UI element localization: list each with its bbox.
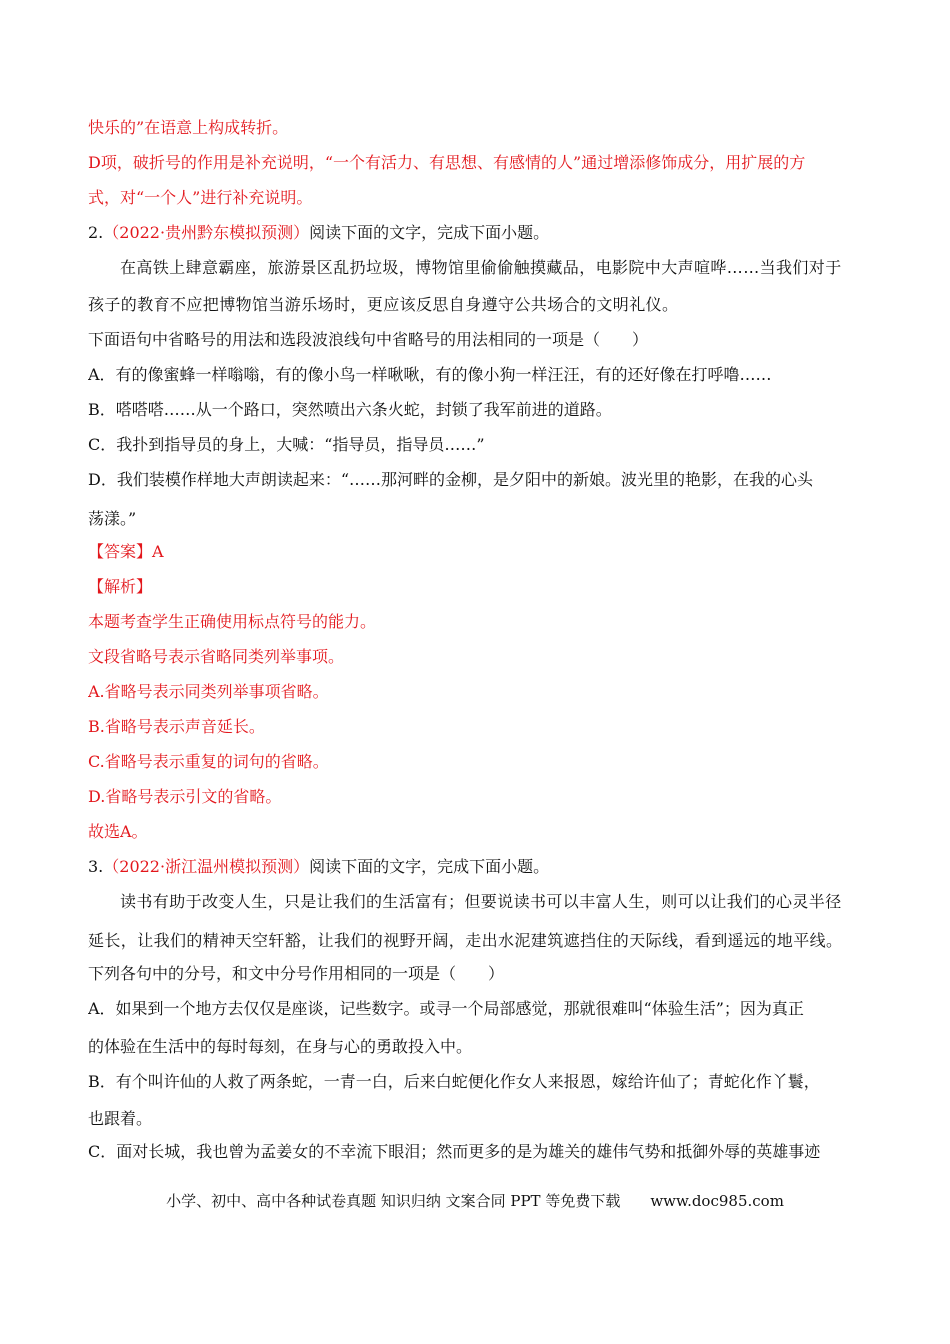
question-number: 2. <box>88 223 104 242</box>
explanation-line: D项，破折号的作用是补充说明，“一个有活力、有思想、有感情的人”通过增添修饰成分，用扩展的方 <box>88 153 806 172</box>
analysis-label: 【解析】 <box>88 577 153 596</box>
question-stem: 下列各句中的分号，和文中分号作用相同的一项是（ ） <box>88 964 505 983</box>
answer-label: 【答案】A <box>88 542 164 561</box>
option-b-continued: 也跟着。 <box>88 1109 153 1128</box>
question-number: 3. <box>88 857 104 876</box>
question-2-header <box>88 222 863 244</box>
option-d: D．我们装模作样地大声朗读起来：“……那河畔的金柳，是夕阳中的新娘。波光里的艳影，在我的心头 <box>88 470 814 489</box>
option-a: A．有的像蜜蜂一样嗡嗡，有的像小鸟一样啾啾，有的像小狗一样汪汪，有的还好像在打呼噜…… <box>88 365 772 384</box>
passage-line: 延长，让我们的精神天空轩豁，让我们的视野开阔，走出水泥建筑遮挡住的天际线，看到遥远的地平线。 <box>88 931 843 950</box>
question-stem: 下面语句中省略号的用法和选段波浪线句中省略号的用法相同的一项是（ ） <box>88 330 649 349</box>
explanation-line: A.省略号表示同类列举事项省略。 <box>88 682 329 701</box>
footer-text: 小学、初中、高中各种试卷真题 知识归纳 文案合同 PPT 等免费下载 <box>166 1192 621 1210</box>
passage-line: 孩子的教育不应把博物馆当游乐场时，更应该反思自身遵守公共场合的文明礼仪。 <box>88 295 679 314</box>
explanation-line: 式，对“一个人”进行补充说明。 <box>88 188 313 207</box>
option-c: C．我扑到指导员的身上，大喊：“指导员，指导员……” <box>88 435 485 454</box>
question-prompt: 阅读下面的文字，完成下面小题。 <box>309 223 550 242</box>
passage-line: 读书有助于改变人生，只是让我们的生活富有；但要说读书可以丰富人生，则可以让我们的心灵半径 <box>120 892 842 911</box>
question-source: （2022·浙江温州模拟预测） <box>103 857 310 876</box>
footer-link[interactable]: www.doc985.com <box>650 1192 784 1210</box>
option-c: C．面对长城，我也曾为孟姜女的不幸流下眼泪；然而更多的是为雄关的雄伟气势和抵御外辱的英雄事迹 <box>88 1142 821 1161</box>
explanation-line: B.省略号表示声音延长。 <box>88 717 265 736</box>
explanation-line: 快乐的”在语意上构成转折。 <box>88 118 289 137</box>
explanation-line: 本题考查学生正确使用标点符号的能力。 <box>88 612 377 631</box>
question-3-header <box>88 856 863 878</box>
option-b: B．嗒嗒嗒……从一个路口，突然喷出六条火蛇，封锁了我军前进的道路。 <box>88 400 612 419</box>
question-prompt: 阅读下面的文字，完成下面小题。 <box>309 857 550 876</box>
option-b: B．有个叫许仙的人救了两条蛇，一青一白，后来白蛇便化作女人来报恩，嫁给许仙了；青蛇化作丫鬟， <box>88 1072 820 1091</box>
explanation-line: 文段省略号表示省略同类列举事项。 <box>88 647 345 666</box>
option-d-continued: 荡漾。” <box>88 509 137 528</box>
option-a-continued: 的体验在生活中的每时每刻，在身与心的勇敢投入中。 <box>88 1037 473 1056</box>
option-a: A．如果到一个地方去仅仅是座谈，记些数字。或寻一个局部感觉，那就很难叫“体验生活”；因为真正 <box>88 999 804 1018</box>
explanation-line: D.省略号表示引文的省略。 <box>88 787 282 806</box>
explanation-line: 故选A。 <box>88 822 148 841</box>
page-footer <box>0 1190 950 1212</box>
explanation-line: C.省略号表示重复的词句的省略。 <box>88 752 329 771</box>
question-source: （2022·贵州黔东模拟预测） <box>103 223 310 242</box>
passage-line: 在高铁上肆意霸座，旅游景区乱扔垃圾，博物馆里偷偷触摸藏品，电影院中大声喧哗……当我们对于 <box>120 258 842 277</box>
